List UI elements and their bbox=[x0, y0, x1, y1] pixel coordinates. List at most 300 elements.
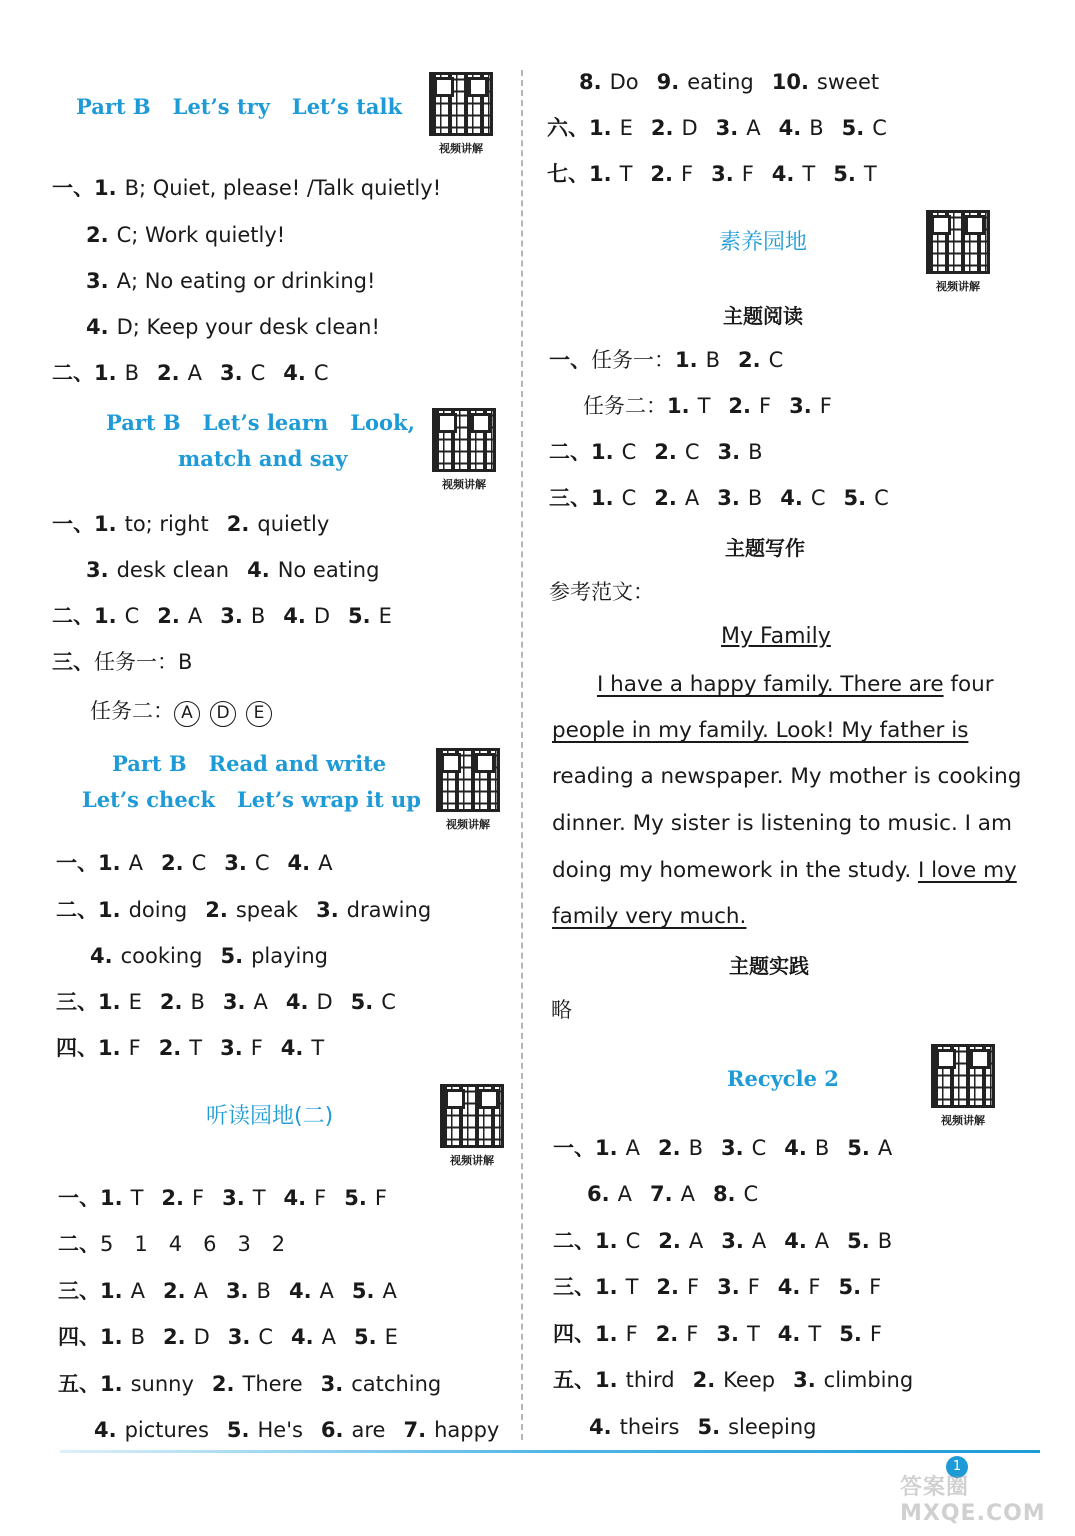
item-number: 6. bbox=[587, 1182, 610, 1206]
item-number: 5. bbox=[348, 604, 371, 628]
item-number: 1. bbox=[595, 1136, 618, 1160]
answer-value: T bbox=[130, 1186, 144, 1210]
answer-value: Do bbox=[609, 70, 639, 94]
question-group-number: 三、 bbox=[58, 1279, 100, 1303]
question-group-number: 三、 bbox=[56, 990, 98, 1014]
answer-row bbox=[579, 68, 897, 96]
answer-value: A bbox=[253, 990, 268, 1014]
answer-value: desk clean bbox=[116, 558, 230, 582]
essay-line: people in my family. Look! My father is bbox=[552, 718, 969, 743]
essay-title: My Family bbox=[721, 624, 831, 649]
answer-row bbox=[547, 114, 905, 142]
item-number: 2. bbox=[226, 512, 250, 536]
answer-value: C bbox=[810, 486, 826, 510]
answer-value: E bbox=[128, 990, 142, 1014]
item-number: 3. bbox=[220, 1036, 243, 1060]
answer-value: C bbox=[124, 604, 140, 628]
item-number: 3. bbox=[793, 1368, 816, 1392]
answer-row bbox=[549, 438, 781, 466]
item-number: 4. bbox=[288, 1279, 312, 1303]
essay-line: I have a happy family. There are four bbox=[597, 672, 994, 697]
answer-value: T bbox=[746, 1322, 760, 1346]
question-group-number: 四、 bbox=[56, 1036, 98, 1060]
item-number: 3. bbox=[717, 486, 740, 510]
answer-value: C bbox=[258, 1325, 274, 1349]
answer-value: cooking bbox=[120, 944, 203, 968]
answer-row: 任务二： A D E bbox=[90, 697, 282, 727]
section-heading-literacy: 素养园地 bbox=[719, 230, 808, 255]
answer-row bbox=[553, 1366, 931, 1394]
answer-row bbox=[549, 484, 907, 512]
answer-value: E bbox=[619, 116, 633, 140]
page-number: 1 bbox=[946, 1456, 968, 1478]
qr-caption: 视频讲解 bbox=[936, 280, 980, 293]
item-number: 4. bbox=[784, 1229, 807, 1253]
answer-row bbox=[56, 896, 449, 924]
item-number: 2. bbox=[692, 1368, 716, 1392]
answer-value: A bbox=[625, 1136, 640, 1160]
item-number: 2. bbox=[654, 486, 677, 510]
item-number: 1. bbox=[98, 898, 121, 922]
qr-code-video[interactable] bbox=[436, 1084, 508, 1168]
item-number: 3. bbox=[711, 162, 734, 186]
answer-value: A bbox=[319, 1279, 334, 1303]
answer-value: T bbox=[189, 1036, 203, 1060]
item-number: 2. bbox=[650, 116, 674, 140]
item-number: 3. bbox=[320, 1372, 344, 1396]
item-number: 10. bbox=[771, 70, 809, 94]
item-number: 2. bbox=[658, 1229, 681, 1253]
answer-value: F bbox=[687, 1275, 700, 1299]
answer-value: A bbox=[684, 486, 700, 510]
answer-value: A bbox=[382, 1279, 397, 1303]
question-group-number: 六、 bbox=[547, 116, 589, 140]
item-number: 3. bbox=[715, 116, 739, 140]
item-number: 5. bbox=[847, 1136, 870, 1160]
item-number: 1. bbox=[100, 1372, 123, 1396]
item-number: 4. bbox=[777, 1322, 801, 1346]
answer-value: E bbox=[378, 604, 392, 628]
answer-value: C bbox=[381, 990, 396, 1014]
question-group-number: 二、 bbox=[553, 1229, 595, 1253]
item-number: 1. bbox=[94, 361, 117, 385]
item-number: 1. bbox=[94, 512, 117, 536]
answer-value: C bbox=[874, 486, 889, 510]
answer-value: B bbox=[705, 348, 721, 372]
item-number: 1. bbox=[98, 851, 121, 875]
item-number: 3. bbox=[86, 558, 109, 582]
answer-value: B bbox=[747, 486, 763, 510]
answer-row: 一、任务一：1. B 2. C bbox=[549, 348, 784, 372]
answer-value: E bbox=[384, 1325, 398, 1349]
qr-caption: 视频讲解 bbox=[446, 818, 490, 831]
item-number: 2. bbox=[161, 1186, 185, 1210]
answer-row bbox=[589, 1413, 834, 1441]
item-number: 5. bbox=[833, 162, 856, 186]
answer-value: C bbox=[621, 440, 637, 464]
question-group-number: 七、 bbox=[547, 162, 589, 186]
section-heading-check-wrap: Let’s check Let’s wrap it up bbox=[82, 787, 421, 812]
answer-value: D bbox=[193, 1325, 210, 1349]
answer-value: A bbox=[617, 1182, 632, 1206]
circled-letter: D bbox=[210, 701, 236, 727]
item-number: 1. bbox=[595, 1322, 618, 1346]
answer-value: B bbox=[809, 116, 824, 140]
question-group-number: 二、 bbox=[52, 361, 94, 385]
answer-value: T bbox=[311, 1036, 325, 1060]
answer-row bbox=[56, 1034, 342, 1062]
item-number: 4. bbox=[291, 1325, 314, 1349]
item-number: 1. bbox=[98, 1036, 121, 1060]
answer-value: A bbox=[193, 1279, 208, 1303]
answer-value: third bbox=[625, 1368, 675, 1392]
item-number: 2. bbox=[211, 1372, 235, 1396]
item-number: 4. bbox=[283, 604, 306, 628]
item-number: 1. bbox=[595, 1275, 618, 1299]
answer-value: F bbox=[819, 394, 832, 418]
answer-row bbox=[52, 510, 347, 538]
answer-value: A bbox=[321, 1325, 337, 1349]
question-group-number: 一、 bbox=[58, 1186, 100, 1210]
answer-value: C bbox=[621, 486, 637, 510]
answer-value: F bbox=[869, 1275, 882, 1299]
answer-value: B bbox=[688, 1136, 703, 1160]
watermark: 答案圈 MXQE.COM bbox=[900, 1475, 1046, 1526]
item-number: 3. bbox=[721, 1229, 744, 1253]
item-number: 1. bbox=[591, 486, 614, 510]
item-number: 3. bbox=[219, 361, 243, 385]
item-number: 2. bbox=[657, 1136, 681, 1160]
essay-line: family very much. bbox=[552, 904, 747, 929]
answer-row bbox=[553, 1227, 910, 1255]
answer-value: F bbox=[869, 1322, 882, 1346]
answer-value: B bbox=[748, 440, 763, 464]
essay-line: dinner. My sister is listening to music. I am bbox=[552, 811, 1012, 836]
answer-value: D bbox=[313, 604, 331, 628]
answer-value: A bbox=[688, 1229, 704, 1253]
item-number: 2. bbox=[738, 348, 761, 372]
item-number: 4. bbox=[90, 944, 113, 968]
item-number: 3. bbox=[227, 1325, 251, 1349]
answer-row bbox=[52, 359, 347, 387]
answer-value: A bbox=[187, 361, 202, 385]
question-group-number: 二、 bbox=[52, 604, 94, 628]
answer-value: B bbox=[814, 1136, 830, 1160]
answer-value: pictures bbox=[124, 1418, 209, 1442]
item-number: 3. bbox=[316, 898, 339, 922]
answer-value: B bbox=[130, 1325, 146, 1349]
section-heading-lets-learn: Part B Let’s learn Look, bbox=[106, 410, 415, 435]
qr-caption: 视频讲解 bbox=[442, 478, 486, 491]
item-number: 5. bbox=[838, 1275, 862, 1299]
answer-row bbox=[58, 1184, 405, 1212]
item-number: 1. bbox=[591, 440, 614, 464]
answer-value: C bbox=[768, 348, 784, 372]
answer-value: A bbox=[128, 851, 143, 875]
question-group-number: 三、 bbox=[553, 1275, 595, 1299]
answer-value: doing bbox=[128, 898, 188, 922]
column-divider bbox=[521, 70, 523, 1440]
answer-value: No eating bbox=[277, 558, 380, 582]
question-group-number: 一、 bbox=[52, 512, 94, 536]
qr-code-icon bbox=[931, 1044, 995, 1108]
answer-value: sunny bbox=[130, 1372, 194, 1396]
answer-value: F bbox=[314, 1186, 327, 1210]
answer-row bbox=[58, 1277, 415, 1305]
answer-value: sleeping bbox=[728, 1415, 817, 1439]
item-number: 3. bbox=[717, 1275, 740, 1299]
answer-row bbox=[553, 1320, 900, 1348]
question-group-number: 一、 bbox=[56, 851, 98, 875]
item-number: 5. bbox=[697, 1415, 721, 1439]
answer-row bbox=[90, 942, 346, 970]
answer-row bbox=[94, 1416, 517, 1444]
item-number: 4. bbox=[94, 1418, 117, 1442]
item-number: 4. bbox=[247, 558, 270, 582]
answer-value: B bbox=[877, 1229, 893, 1253]
question-group-number: 一、 bbox=[553, 1136, 595, 1160]
answer-value: playing bbox=[251, 944, 329, 968]
answer-value: D bbox=[316, 990, 333, 1014]
essay-label: 参考范文： bbox=[549, 580, 654, 604]
answer-value: A bbox=[751, 1229, 767, 1253]
item-number: 5. bbox=[351, 1279, 375, 1303]
subheading-writing: 主题写作 bbox=[725, 536, 805, 560]
item-number: 5. bbox=[847, 1229, 870, 1253]
item-number: 1. bbox=[595, 1368, 618, 1392]
answer-value: F bbox=[374, 1186, 387, 1210]
answer-value: F bbox=[741, 162, 754, 186]
answer-value: C bbox=[191, 851, 207, 875]
answer-row bbox=[56, 849, 350, 877]
answer-row: 二、5 1 4 6 3 2 bbox=[58, 1232, 286, 1256]
qr-code-video[interactable] bbox=[428, 408, 500, 492]
qr-code-icon bbox=[436, 748, 500, 812]
answer-value: F bbox=[250, 1036, 263, 1060]
item-number: 4. bbox=[784, 1136, 807, 1160]
item-number: 4. bbox=[780, 486, 803, 510]
answer-value: quietly bbox=[257, 512, 330, 536]
item-number: 4. bbox=[778, 116, 802, 140]
answer-value: C bbox=[254, 851, 270, 875]
answer-row bbox=[58, 1370, 459, 1398]
item-number: 1. bbox=[98, 990, 121, 1014]
answer-value: C bbox=[872, 116, 887, 140]
answer-value: C bbox=[751, 1136, 767, 1160]
qr-caption: 视频讲解 bbox=[941, 1114, 985, 1127]
subheading-reading: 主题阅读 bbox=[723, 304, 803, 328]
qr-code-video[interactable] bbox=[922, 210, 994, 294]
item-number: 5. bbox=[350, 990, 374, 1014]
answer-value: A bbox=[814, 1229, 830, 1253]
answer-value: A bbox=[130, 1279, 145, 1303]
item-number: 2. bbox=[160, 851, 184, 875]
footer-rule bbox=[60, 1450, 1040, 1453]
answer-row bbox=[587, 1180, 776, 1208]
answer-value: B bbox=[256, 1279, 271, 1303]
answer-value: T bbox=[697, 394, 711, 418]
answer-value: A bbox=[680, 1182, 695, 1206]
item-number: 3. bbox=[716, 1322, 739, 1346]
item-number: 4. bbox=[287, 851, 311, 875]
item-number: 2. bbox=[163, 1325, 186, 1349]
item-number: 2. bbox=[656, 1275, 680, 1299]
item-number: 3. bbox=[720, 1136, 744, 1160]
answer-value: B bbox=[190, 990, 205, 1014]
qr-caption: 视频讲解 bbox=[439, 142, 483, 155]
item-number: 1. bbox=[100, 1325, 123, 1349]
item-number: 1. bbox=[595, 1229, 618, 1253]
item-number: 1. bbox=[589, 116, 612, 140]
item-number: 3. bbox=[222, 1186, 245, 1210]
answer-value: C bbox=[743, 1182, 759, 1206]
answer-value: T bbox=[802, 162, 816, 186]
answer-row bbox=[52, 602, 410, 630]
answer-value: F bbox=[808, 1275, 821, 1299]
item-number: 3. bbox=[222, 990, 246, 1014]
answer-value: F bbox=[686, 1322, 699, 1346]
item-number: 2. bbox=[159, 990, 183, 1014]
item-number: 1. bbox=[100, 1279, 123, 1303]
section-heading-match-say: match and say bbox=[178, 446, 348, 471]
qr-code-icon bbox=[429, 72, 493, 136]
item-number: 5. bbox=[226, 1418, 250, 1442]
circled-letter: E bbox=[246, 701, 272, 727]
section-heading-read-write: Part B Read and write bbox=[112, 751, 387, 776]
answer-row: 任务二：1. T 2. F 3. F bbox=[583, 394, 832, 418]
essay-line: reading a newspaper. My mother is cooking bbox=[552, 764, 1022, 789]
answer-value: Keep bbox=[723, 1368, 776, 1392]
answer-value: A bbox=[877, 1136, 893, 1160]
item-number: 4. bbox=[280, 1036, 304, 1060]
item-number: 5. bbox=[841, 116, 865, 140]
qr-code-video[interactable] bbox=[927, 1044, 999, 1128]
answer-value: to; right bbox=[124, 512, 209, 536]
item-number: 5. bbox=[839, 1322, 862, 1346]
item-number: 1. bbox=[589, 162, 612, 186]
item-number: 2. bbox=[158, 1036, 182, 1060]
qr-code-video[interactable] bbox=[425, 72, 497, 156]
answer-value: T bbox=[252, 1186, 266, 1210]
answer-row: 2. C; Work quietly! bbox=[86, 223, 286, 247]
answer-value: C bbox=[625, 1229, 641, 1253]
question-group-number: 五、 bbox=[553, 1368, 595, 1392]
question-group-number: 二、 bbox=[549, 440, 591, 464]
item-number: 1. bbox=[100, 1186, 123, 1210]
answer-value: There bbox=[242, 1372, 303, 1396]
practice-answer: 略 bbox=[551, 998, 572, 1022]
answer-value: T bbox=[619, 162, 633, 186]
answer-value: speak bbox=[235, 898, 299, 922]
subheading-practice: 主题实践 bbox=[729, 954, 809, 978]
qr-code-icon bbox=[440, 1084, 504, 1148]
section-heading-lets-try-talk: Part B Let’s try Let’s talk bbox=[76, 94, 403, 119]
answer-value: F bbox=[747, 1275, 760, 1299]
answer-value: A bbox=[318, 851, 333, 875]
item-number: 2. bbox=[205, 898, 228, 922]
answer-value: climbing bbox=[823, 1368, 914, 1392]
item-number: 6. bbox=[320, 1418, 344, 1442]
item-number: 2. bbox=[654, 440, 677, 464]
answer-row bbox=[553, 1273, 899, 1301]
item-number: 4. bbox=[285, 990, 309, 1014]
section-heading-listen-read: 听读园地(二) bbox=[206, 1104, 334, 1129]
item-number: 2. bbox=[650, 162, 674, 186]
essay-line: doing my homework in the study. I love my bbox=[552, 858, 1017, 883]
item-number: 1. bbox=[94, 604, 117, 628]
item-number: 3. bbox=[225, 1279, 249, 1303]
answer-value: C bbox=[684, 440, 700, 464]
answer-value: F bbox=[759, 394, 772, 418]
answer-value: T bbox=[808, 1322, 822, 1346]
item-number: 4. bbox=[589, 1415, 612, 1439]
item-number: 2. bbox=[655, 1322, 679, 1346]
answer-value: sweet bbox=[816, 70, 880, 94]
answer-value: F bbox=[128, 1036, 141, 1060]
item-number: 1. bbox=[675, 348, 698, 372]
answer-value: happy bbox=[434, 1418, 500, 1442]
answer-value: F bbox=[192, 1186, 205, 1210]
item-number: 7. bbox=[649, 1182, 673, 1206]
answer-row bbox=[58, 1323, 416, 1351]
item-number: 9. bbox=[656, 70, 680, 94]
item-number: 4. bbox=[777, 1275, 801, 1299]
qr-code-video[interactable] bbox=[432, 748, 504, 832]
item-number: 3. bbox=[224, 851, 247, 875]
answer-row bbox=[86, 556, 397, 584]
question-group-number: 四、 bbox=[58, 1325, 100, 1349]
answer-row: 三、任务一：B bbox=[52, 650, 193, 674]
answer-row bbox=[553, 1134, 910, 1162]
answer-value: T bbox=[625, 1275, 639, 1299]
answer-row: 4. D; Keep your desk clean! bbox=[86, 315, 380, 339]
item-number: 3. bbox=[220, 604, 243, 628]
item-number: 4. bbox=[771, 162, 795, 186]
item-number: 5. bbox=[344, 1186, 367, 1210]
qr-caption: 视频讲解 bbox=[450, 1154, 494, 1167]
answer-value: theirs bbox=[619, 1415, 680, 1439]
item-number: 3. bbox=[789, 394, 812, 418]
answer-value: T bbox=[863, 162, 877, 186]
answer-value: B bbox=[250, 604, 266, 628]
item-number: 5. bbox=[220, 944, 244, 968]
qr-code-icon bbox=[432, 408, 496, 472]
item-number: 3. bbox=[717, 440, 741, 464]
question-group-number: 五、 bbox=[58, 1372, 100, 1396]
qr-code-icon bbox=[926, 210, 990, 274]
answer-value: B bbox=[124, 361, 140, 385]
answer-value: F bbox=[625, 1322, 638, 1346]
circled-letter: A bbox=[174, 701, 200, 727]
item-number: 7. bbox=[403, 1418, 427, 1442]
item-number: 5. bbox=[843, 486, 867, 510]
question-group-number: 三、 bbox=[549, 486, 591, 510]
answer-value: are bbox=[351, 1418, 386, 1442]
answer-value: He's bbox=[257, 1418, 303, 1442]
item-number: 2. bbox=[728, 394, 752, 418]
answer-value: A bbox=[187, 604, 203, 628]
item-number: 2. bbox=[157, 361, 180, 385]
item-number: 4. bbox=[283, 1186, 307, 1210]
answer-value: C bbox=[250, 361, 266, 385]
item-number: 2. bbox=[157, 604, 180, 628]
answer-row bbox=[56, 988, 414, 1016]
answer-value: D bbox=[681, 116, 698, 140]
item-number: 8. bbox=[579, 70, 602, 94]
item-number: 8. bbox=[712, 1182, 736, 1206]
answer-value: catching bbox=[351, 1372, 442, 1396]
answer-value: F bbox=[681, 162, 694, 186]
